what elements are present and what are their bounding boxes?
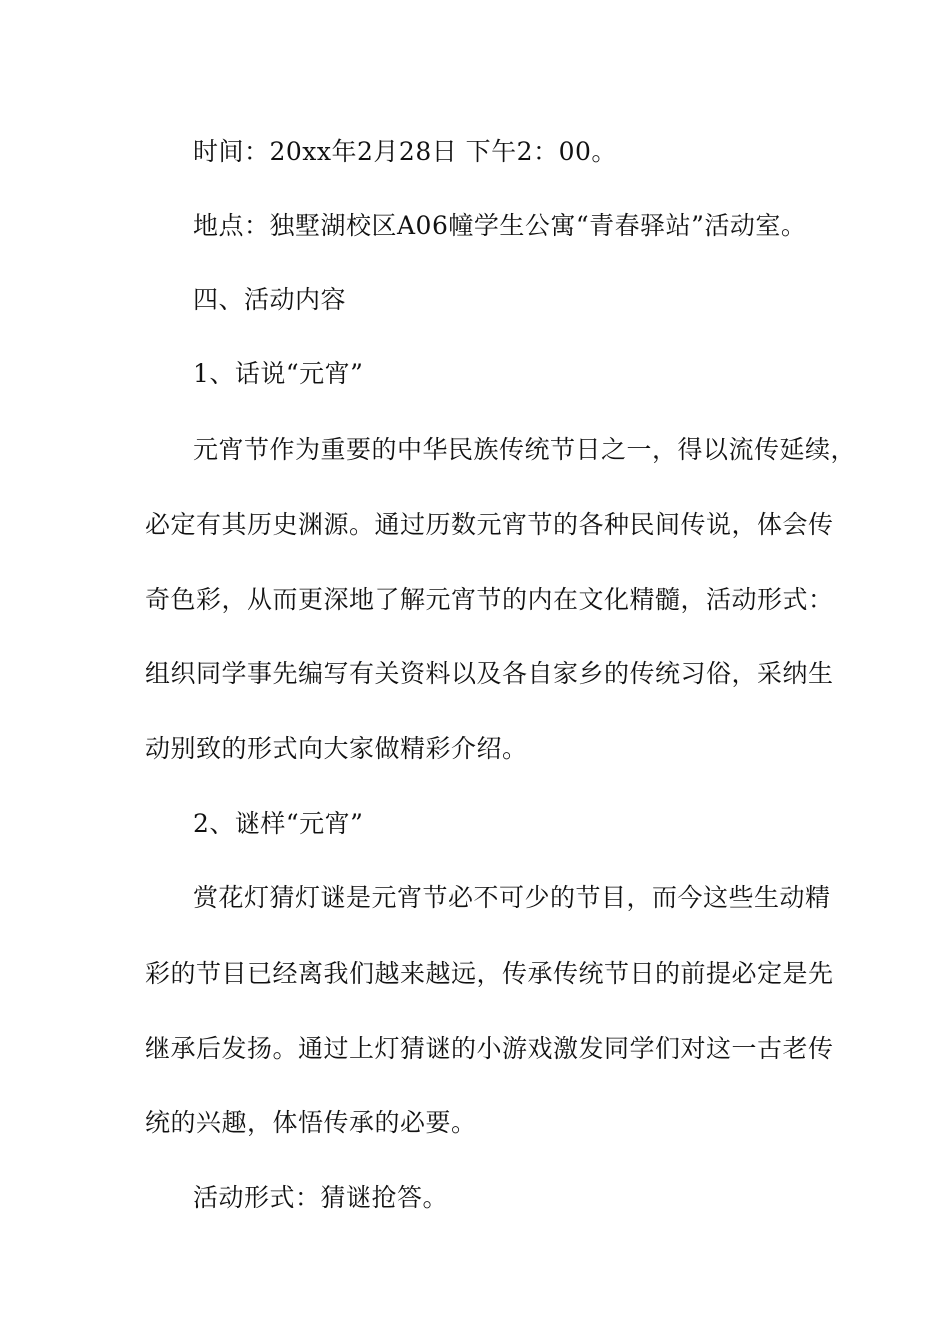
paragraph-2-line-3: 继承后发扬。通过上灯猜谜的小游戏激发同学们对这一古老传 (145, 1034, 834, 1063)
paragraph-1-line-2: 必定有其历史渊源。通过历数元宵节的各种民间传说，体会传 (145, 510, 834, 539)
paragraph-1-line-4: 组织同学事先编写有关资料以及各自家乡的传统习俗，采纳生 (145, 659, 834, 688)
location-line: 地点：独墅湖校区A06幢学生公寓“青春驿站”活动室。 (193, 211, 807, 240)
paragraph-2-line-4: 统的兴趣，体悟传承的必要。 (145, 1108, 477, 1137)
subheading-2: 2、谜样“元宵” (193, 809, 364, 838)
paragraph-1-line-3: 奇色彩，从而更深地了解元宵节的内在文化精髓，活动形式： (145, 585, 834, 614)
time-line: 时间：20xx年2月28日 下午2：00。 (193, 137, 617, 166)
paragraph-2-line-1: 赏花灯猜灯谜是元宵节必不可少的节目，而今这些生动精 (193, 883, 831, 912)
activity-form-line: 活动形式：猜谜抢答。 (193, 1183, 449, 1212)
subheading-1: 1、话说“元宵” (193, 359, 364, 388)
paragraph-1-line-1: 元宵节作为重要的中华民族传统节日之一，得以流传延续， (193, 435, 857, 464)
paragraph-2-line-2: 彩的节目已经离我们越来越远，传承传统节日的前提必定是先 (145, 959, 834, 988)
paragraph-1-line-5: 动别致的形式向大家做精彩介绍。 (145, 734, 528, 763)
section-heading: 四、活动内容 (193, 285, 347, 314)
